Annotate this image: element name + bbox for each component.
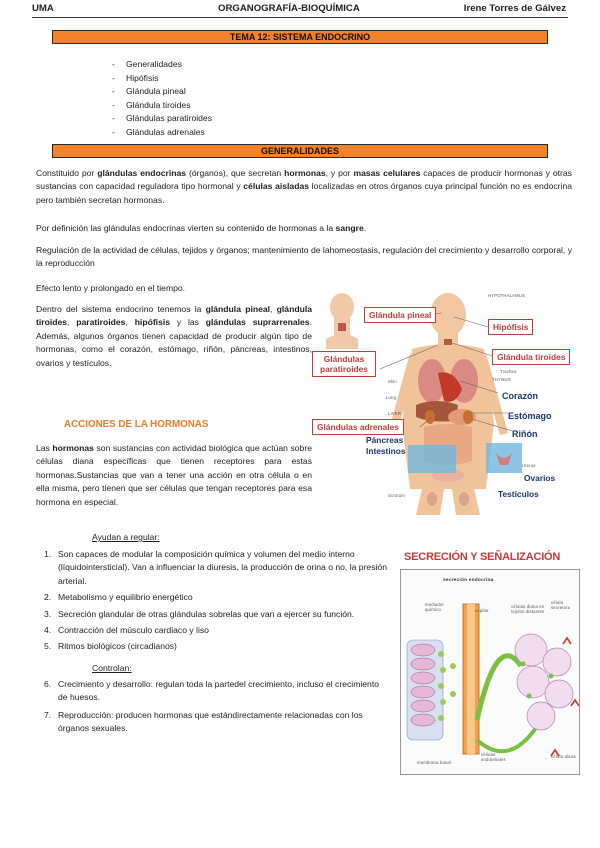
section-generalidades-bar: GENERALIDADES — [52, 144, 548, 158]
label-celula-secretora: célula secretora — [551, 600, 571, 610]
header-author: Irene Torres de Gálvez — [463, 3, 566, 14]
gen-paragraph-4: Efecto lento y prolongado en el tiempo. — [36, 283, 186, 293]
label-trachea: Trachea — [500, 369, 517, 374]
label-testiculos: Testículos — [498, 489, 539, 499]
label-estomago: Estómago — [508, 411, 552, 421]
figure2-subtitle: secreción endocrina — [443, 578, 494, 583]
label-celulas-endoteliales: células endoteliales — [481, 752, 506, 762]
label-lung: Lung — [386, 395, 397, 400]
list-item: 3. Secreción glandular de otras glándulas sobrelas que van a ejercer su función. — [44, 608, 355, 619]
gen-paragraph-3: Regulación de la actividad de células, tejidos y órganos; mantenimiento de lahomeostasis, regulación del crecimiento y desarrollo corporal, y la reproducción — [36, 245, 572, 269]
page-header — [32, 2, 568, 18]
list-item: 5. Ritmos biológicos (circadianos) — [44, 641, 177, 652]
head-icon — [326, 293, 358, 349]
ayudan-heading: Ayudan a regular: — [92, 532, 160, 542]
list-item: 2. Metabolismo y equilibrio energético — [44, 592, 193, 603]
topic-title-bar: TEMA 12: SISTEMA ENDOCRINO — [52, 30, 548, 44]
target-cells — [515, 634, 573, 730]
ayudan-list — [40, 548, 390, 654]
header-institution: UMA — [32, 3, 54, 14]
toc-item: - Glándula tiroides — [112, 99, 191, 110]
acciones-title: ACCIONES DE LA HORMONAS — [64, 419, 209, 430]
toc-item: - Glándulas paratiroides — [112, 113, 212, 124]
acciones-paragraph: Las hormonas son sustancias con actividad biológica que actúan sobre células diana específicas que tienen receptores para estas hormonas.Sustancias que van a tener una acción en otra célula o en ella misma, pero tienen que ser células que tengan receptores para esa hormona en especial. — [36, 443, 312, 507]
controlan-list — [40, 678, 390, 736]
toc-item: - Glándulas adrenales — [112, 126, 205, 137]
controlan-heading: Controlan: — [92, 663, 132, 673]
figure2-title: SECRECIÓN Y SEÑALIZACIÓN — [404, 551, 561, 563]
label-celulas-diana-distantes: células diana en tejidos distantes — [511, 604, 545, 614]
label-glandula-pineal: Glándula pineal — [364, 307, 436, 323]
label-membrana-basal: membrana basal — [417, 760, 451, 765]
label-rinon: Riñón — [512, 429, 538, 439]
label-glandulas-paratiroides: Glándulas paratiroides — [312, 351, 376, 377]
gen-paragraph-5: Dentro del sistema endocrino tenemos la glándula pineal, glándula tiroides, paratiroides, hipófisis y las glándulas suprarrenales. Además, algunos órganos tienen capacidad de producir algún tipo de hormonas, como el corazón, estómago, riñón, páncreas, intestinos, ovarios y testículos. — [36, 304, 313, 368]
endocrine-anatomy-figure — [312, 293, 582, 515]
toc-item: - Hipófisis — [112, 72, 159, 83]
list-item: 4. Contracción del músculo cardiaco y liso — [44, 625, 209, 636]
capillary — [463, 604, 479, 754]
list-item: 6. Crecimiento y desarrollo: regulan toda la partedel crecimiento, incluso el crecimiento de huesos. — [44, 679, 379, 703]
gen-paragraph-1: Constituido por glándulas endocrinas (órganos), que secretan hormonas, y por masas celulares capaces de producir hormonas y otras sustancias con capacidad reguladora tipo hormonal y células aisladas localizadas en otros órganos cuya principal función no es endocrina pero también secretan hormonas. — [36, 168, 572, 205]
label-capilar: capilar — [475, 608, 489, 613]
label-uterus: Uterus — [522, 463, 536, 468]
label-scrotum: Scrotum — [388, 493, 405, 498]
label-intestinos: Intestinos — [366, 446, 406, 456]
label-pancreas: Páncreas — [366, 435, 404, 445]
header-course: ORGANOGRAFÍA-BIOQUÍMICA — [218, 3, 360, 14]
signal-path — [477, 656, 521, 720]
label-hipofisis: Hipófisis — [488, 319, 533, 335]
label-liver: LIVER — [388, 411, 402, 416]
label-mediador-quimico: mediador químico — [425, 602, 445, 612]
gen-paragraph-2: Por definición las glándulas endocrinas vierten su contenido de hormonas a la sangre. — [36, 223, 367, 233]
label-thymus: THYMUS — [492, 377, 511, 382]
list-item: 1. Son capaces de modular la composición química y volumen del medio interno (líquidointersticial). Van a influenciar la diuresis, la producción de orina o no, la presión arterial. — [44, 549, 387, 586]
label-skin: Skin — [388, 379, 397, 384]
toc-item: - Generalidades — [112, 59, 182, 69]
label-ovarios: Ovarios — [524, 473, 556, 483]
label-glandula-tiroides: Glándula tiroides — [492, 349, 570, 365]
table-of-contents — [112, 58, 212, 140]
figure2-panel — [400, 569, 580, 775]
label-hypothalamus: HYPOTHALAMUS — [488, 293, 526, 298]
label-glandulas-adrenales: Glándulas adrenales — [312, 419, 404, 435]
toc-item: - Glándula pineal — [112, 86, 186, 97]
label-corazon: Corazón — [502, 391, 538, 401]
label-celula-diana: célula diana — [551, 754, 576, 759]
secretion-signalling-figure — [398, 545, 582, 777]
list-item: 7. Reproducción: producen hormonas que estándirectamente relacionadas con los órganos sexuales. — [44, 709, 363, 734]
